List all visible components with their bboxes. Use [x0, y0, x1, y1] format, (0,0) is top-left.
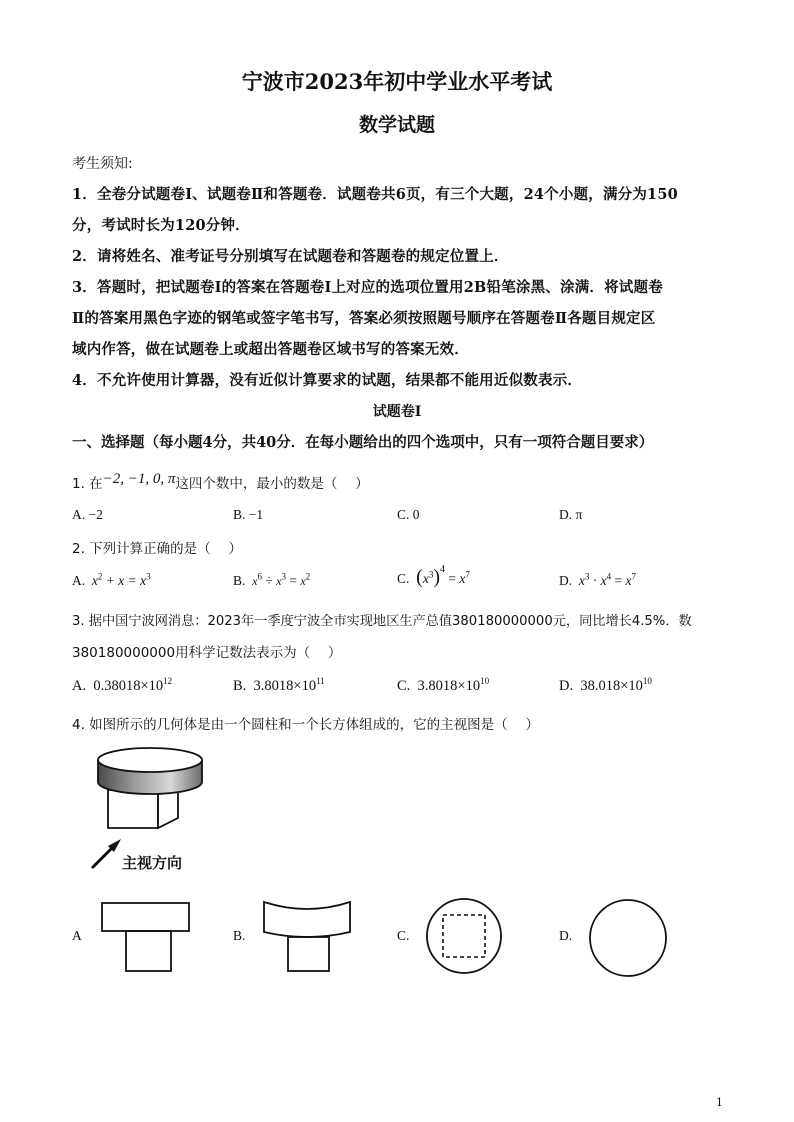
q1-option-a[interactable]: A. −2: [72, 507, 103, 522]
q2-d-term2: x: [600, 573, 607, 588]
q4-option-c-label[interactable]: C.: [397, 928, 410, 943]
q3-d-coeff: 38.018: [580, 678, 621, 694]
q2-d-exp: 3: [584, 571, 590, 582]
question-1-suffix: 这四个数中，最小的数是（ ）: [175, 476, 369, 492]
q3-option-d[interactable]: [559, 678, 652, 695]
q1-option-d[interactable]: D. π: [559, 507, 583, 522]
part1-heading: 一、选择题（每小题4分，共40分．在每小题给出的四个选项中，只有一项符合题目要求）: [72, 434, 654, 451]
q2-option-b-label: B.: [233, 573, 246, 588]
q2-a-op: + x =: [102, 573, 141, 588]
q4-option-b-figure[interactable]: [262, 898, 354, 974]
notice-item-3-line-2: Ⅱ的答案用黑色字迹的钢笔或签字笔书写，答案必须按照题号顺序在答题卷Ⅱ各题目规定区: [72, 310, 656, 327]
q2-c-open-paren: (: [416, 566, 423, 588]
q3-option-c[interactable]: [397, 678, 489, 695]
q2-a-exp2: 3: [146, 571, 151, 582]
q2-c-result: x: [459, 571, 466, 586]
q1-option-b[interactable]: B. −1: [233, 507, 264, 522]
q2-c-outer-exp: 4: [439, 563, 445, 575]
question-1-numbers: −2, −1, 0, π: [102, 471, 176, 487]
q3-b-exp: 11: [316, 676, 325, 687]
q3-d-times: ×10: [620, 678, 643, 694]
q4-option-b-label[interactable]: B.: [233, 928, 246, 943]
q2-d-exp2: 4: [606, 571, 612, 582]
q2-b-eq: =: [285, 573, 301, 588]
q3-a-coeff: 0.38018: [93, 678, 141, 694]
q2-d-result: x: [625, 573, 632, 588]
q2-b-exp2: 3: [281, 571, 286, 582]
q3-option-b[interactable]: [233, 678, 325, 695]
q3-a-times: ×10: [140, 678, 164, 694]
notice-item-3-line-3: 域内作答，做在试题卷上或超出答题卷区域书写的答案无效．: [72, 341, 469, 358]
paper-label: 试题卷Ⅰ: [372, 404, 422, 420]
q2-option-d-label: D.: [559, 573, 573, 588]
q2-a-term: x: [91, 573, 98, 588]
notice-item-2: 2．请将姓名、准考证号分别填写在试题卷和答题卷的规定位置上．: [72, 248, 509, 265]
q3-option-c-label: C.: [397, 678, 411, 694]
q2-b-term2: x: [276, 574, 282, 588]
q2-c-base: x: [422, 571, 429, 586]
q4-solid-figure: [80, 740, 220, 840]
question-1-prefix: 1. 在: [72, 476, 103, 492]
q2-a-term2: x: [140, 573, 147, 588]
q2-c-close-paren: ): [433, 566, 440, 588]
q2-option-b[interactable]: [233, 573, 310, 589]
q2-d-term: x: [578, 573, 585, 588]
q2-option-a-label: A.: [72, 573, 86, 588]
question-4: 4. 如图所示的几何体是由一个圆柱和一个长方体组成的，它的主视图是（ ）: [72, 717, 539, 733]
q2-option-a[interactable]: [72, 573, 151, 589]
q2-option-c-label: C.: [397, 571, 410, 586]
page-subtitle: 数学试题: [358, 114, 435, 136]
q4-option-c-figure[interactable]: [424, 896, 504, 976]
q2-d-eq: =: [611, 573, 626, 588]
q2-b-op: ÷: [261, 573, 277, 588]
q1-option-c[interactable]: C. 0: [397, 507, 420, 522]
q2-d-op: ·: [589, 573, 601, 588]
question-3-line-1: 3. 据中国宁波网消息：2023年一季度宁波全市实现地区生产总值380180000000元，同比增长4.5%．数: [72, 614, 692, 629]
q2-a-exp: 2: [97, 571, 103, 582]
q4-option-a-label[interactable]: A: [72, 928, 82, 943]
q2-c-inner-exp: 3: [428, 569, 434, 580]
notice-heading: 考生须知:: [72, 156, 133, 172]
q2-option-d[interactable]: [559, 573, 636, 589]
q4-option-a-figure[interactable]: [100, 900, 192, 974]
question-2: 2. 下列计算正确的是（ ）: [72, 541, 242, 557]
q2-c-result-exp: 7: [465, 569, 470, 580]
view-direction-arrow-icon: [88, 836, 124, 872]
q2-c-eq: =: [444, 571, 460, 586]
notice-item-3-line-1: 3．答题时，把试题卷Ⅰ的答案在答题卷Ⅰ上对应的选项位置用2B铅笔涂黑、涂满．将试题卷: [72, 279, 663, 296]
q3-option-a[interactable]: [72, 678, 172, 695]
q3-b-times: ×10: [293, 678, 317, 694]
q3-c-times: ×10: [457, 678, 481, 694]
q4-option-d-figure[interactable]: [587, 897, 669, 979]
q3-option-a-label: A.: [72, 678, 87, 694]
q2-option-c[interactable]: [397, 563, 470, 589]
q2-b-exp: 6: [257, 571, 262, 582]
page-title: 宁波市2023年初中学业水平考试: [241, 69, 553, 94]
question-3-line-2: 380180000000用科学记数法表示为（ ）: [72, 645, 342, 661]
q3-c-coeff: 3.8018: [417, 678, 458, 694]
q2-d-result-exp: 7: [631, 571, 636, 582]
q3-option-d-label: D.: [559, 678, 574, 694]
q3-c-exp: 10: [480, 676, 490, 687]
page-number: 1: [716, 1096, 723, 1109]
q3-option-b-label: B.: [233, 678, 247, 694]
view-direction-label: 主视方向: [122, 854, 183, 872]
notice-item-4: 4．不允许使用计算器，没有近似计算要求的试题，结果都不能用近似数表示．: [72, 372, 583, 389]
q2-b-term3: x: [300, 574, 306, 588]
q2-b-exp3: 2: [305, 571, 311, 582]
notice-item-1-line-2: 分，考试时长为120分钟．: [72, 217, 250, 234]
question-1: [72, 472, 369, 493]
q3-d-exp: 10: [642, 676, 652, 687]
q4-option-d-label[interactable]: D.: [559, 928, 573, 943]
q3-a-exp: 12: [163, 676, 173, 687]
q3-b-coeff: 3.8018: [253, 678, 294, 694]
q2-b-term: x: [252, 574, 258, 588]
notice-item-1-line-1: 1．全卷分试题卷Ⅰ、试题卷Ⅱ和答题卷．试题卷共6页，有三个大题，24个小题，满分为150: [72, 186, 678, 203]
